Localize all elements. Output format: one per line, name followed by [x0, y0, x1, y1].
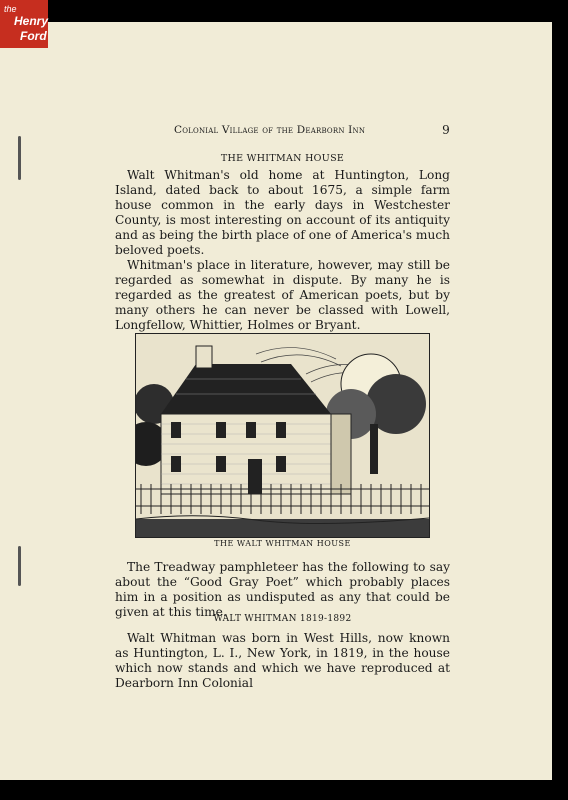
paragraph: The Treadway pamphleteer has the following to say about the “Good Gray Poet” which probably places him in a position as undisputed as any that could be given at this time. — [115, 560, 450, 619]
paragraph: Walt Whitman's old home at Huntington, Long Island, dated back to about 1675, a simple farm house common in the early days in Westchester County, is most interesting on account of its antiquity and as being the birth place of one of America's much beloved poets. — [115, 168, 450, 257]
staple-bottom — [18, 546, 21, 586]
section-heading-walt-whitman: WALT WHITMAN 1819-1892 — [213, 614, 352, 624]
figure-caption: THE WALT WHITMAN HOUSE — [214, 539, 351, 548]
section-heading-whitman-house: THE WHITMAN HOUSE — [220, 153, 345, 164]
paragraph: Walt Whitman was born in West Hills, now known as Huntington, L. I., New York, in 1819, in the house which now stands and which we have reproduced at Dearborn Inn Colonial — [115, 631, 450, 690]
section1-body — [115, 168, 450, 333]
paragraph: Whitman's place in literature, however, may still be regarded as somewhat in dispute. By many he is regarded as the greatest of American poets, but by many others he can never be classed with Lowell, Longfellow, Whittier, Holmes or Bryant. — [115, 258, 450, 332]
header-title: Colonial Village of the Dearborn Inn — [174, 124, 366, 136]
running-header — [174, 124, 450, 136]
henry-ford-logo — [0, 0, 48, 48]
picket-fence — [136, 484, 429, 514]
section2-intro — [115, 560, 450, 620]
staple-top — [18, 136, 21, 180]
house-engraving — [136, 334, 429, 537]
logo-text-henry: Henry — [14, 14, 49, 28]
logo-text-ford: Ford — [20, 29, 47, 43]
house — [161, 346, 351, 494]
page-number: 9 — [442, 123, 450, 137]
section2-body — [115, 631, 450, 691]
whitman-house-illustration — [135, 333, 430, 538]
logo-text-the: the — [4, 4, 17, 14]
